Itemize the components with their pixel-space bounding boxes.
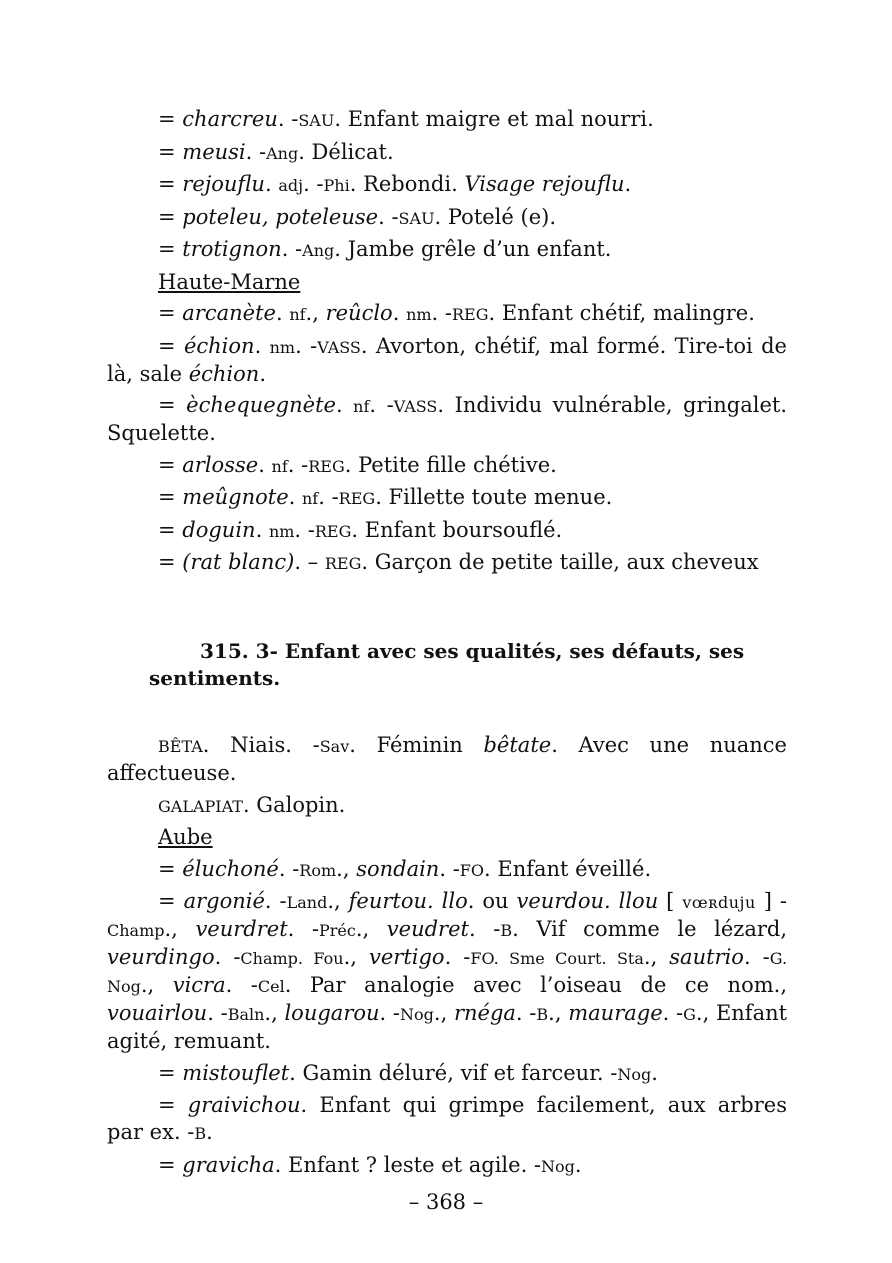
entry-trotignon: = trotignon. -Ang. Jambe grêle d’un enfant. xyxy=(158,237,612,261)
entry-rat-blanc: = (rat blanc). – REG. Garçon de petite taille, aux cheveux xyxy=(158,550,759,574)
entry-gravicha: = gravicha. Enfant ? leste et agile. -Nog. xyxy=(158,1152,582,1177)
entry-arcanete: = arcanète. nf., reûclo. nm. -REG. Enfant chétif, malingre. xyxy=(158,301,755,325)
page-body xyxy=(107,106,787,1184)
entry-meusi: = meusi. -Ang. Délicat. xyxy=(158,139,394,164)
entry-charcreu: = charcreu. -SAU. Enfant maigre et mal nourri. xyxy=(158,107,654,131)
entry-echequegnete: = èchequegnète. nf. -VASS. Individu vulnérable, gringalet. Squelette. xyxy=(107,393,788,445)
entry-poteleu: = poteleu, poteleuse. -SAU. Potelé (e). xyxy=(158,204,556,229)
section-label-haute-marne: Haute-Marne xyxy=(158,269,301,294)
entry-argonie: = argonié. -Land., feurtou. llo. ou veurdou. llou [ vœʀduju ] -Champ., veurdret. -Préc., veudret. -B. Vif comme le lézard, veurdingo. -Champ. Fou., vertigo. -FO. Sme Court. Sta., sautrio. -G. Nog., vicra. -Cel. Par analogie avec l’oiseau de ce nom., vouairlou. -Baln., lougarou. -Nog., rnéga. -B., maurage. -G., Enfant agité, remuant. xyxy=(107,889,788,1053)
entry-meugnote: = meûgnote. nf. -REG. Fillette toute menue. xyxy=(158,485,613,509)
entry-galapiat: GALAPIAT. Galopin. xyxy=(158,792,346,817)
entry-mistouflet: = mistouflet. Gamin déluré, vif et farceur. -Nog. xyxy=(158,1060,658,1085)
entry-rejouflu: = rejouflu. adj. -Phi. Rebondi. Visage rejouflu. xyxy=(158,172,632,196)
entry-echion: = échion. nm. -VASS. Avorton, chétif, mal formé. Tire-toi de là, sale échion. xyxy=(107,333,787,386)
section-heading: 315. 3- Enfant avec ses qualités, ses défauts, ses sentiments. xyxy=(149,639,745,690)
entry-graivichou: = graivichou. Enfant qui grimpe facilement, aux arbres par ex. -B. xyxy=(107,1093,787,1144)
section-label-aube: Aube xyxy=(158,825,213,849)
entry-eluchone: = éluchoné. -Rom., sondain. -FO. Enfant éveillé. xyxy=(158,856,652,881)
entry-beta: BÊTA. Niais. -Sav. Féminin bêtate. Avec une nuance affectueuse. xyxy=(107,733,787,785)
page-number: – 368 – xyxy=(408,1190,484,1214)
entry-doguin: = doguin. nm. -REG. Enfant boursouflé. xyxy=(158,517,563,542)
entry-arlosse: = arlosse. nf. -REG. Petite fille chétive. xyxy=(158,452,557,477)
